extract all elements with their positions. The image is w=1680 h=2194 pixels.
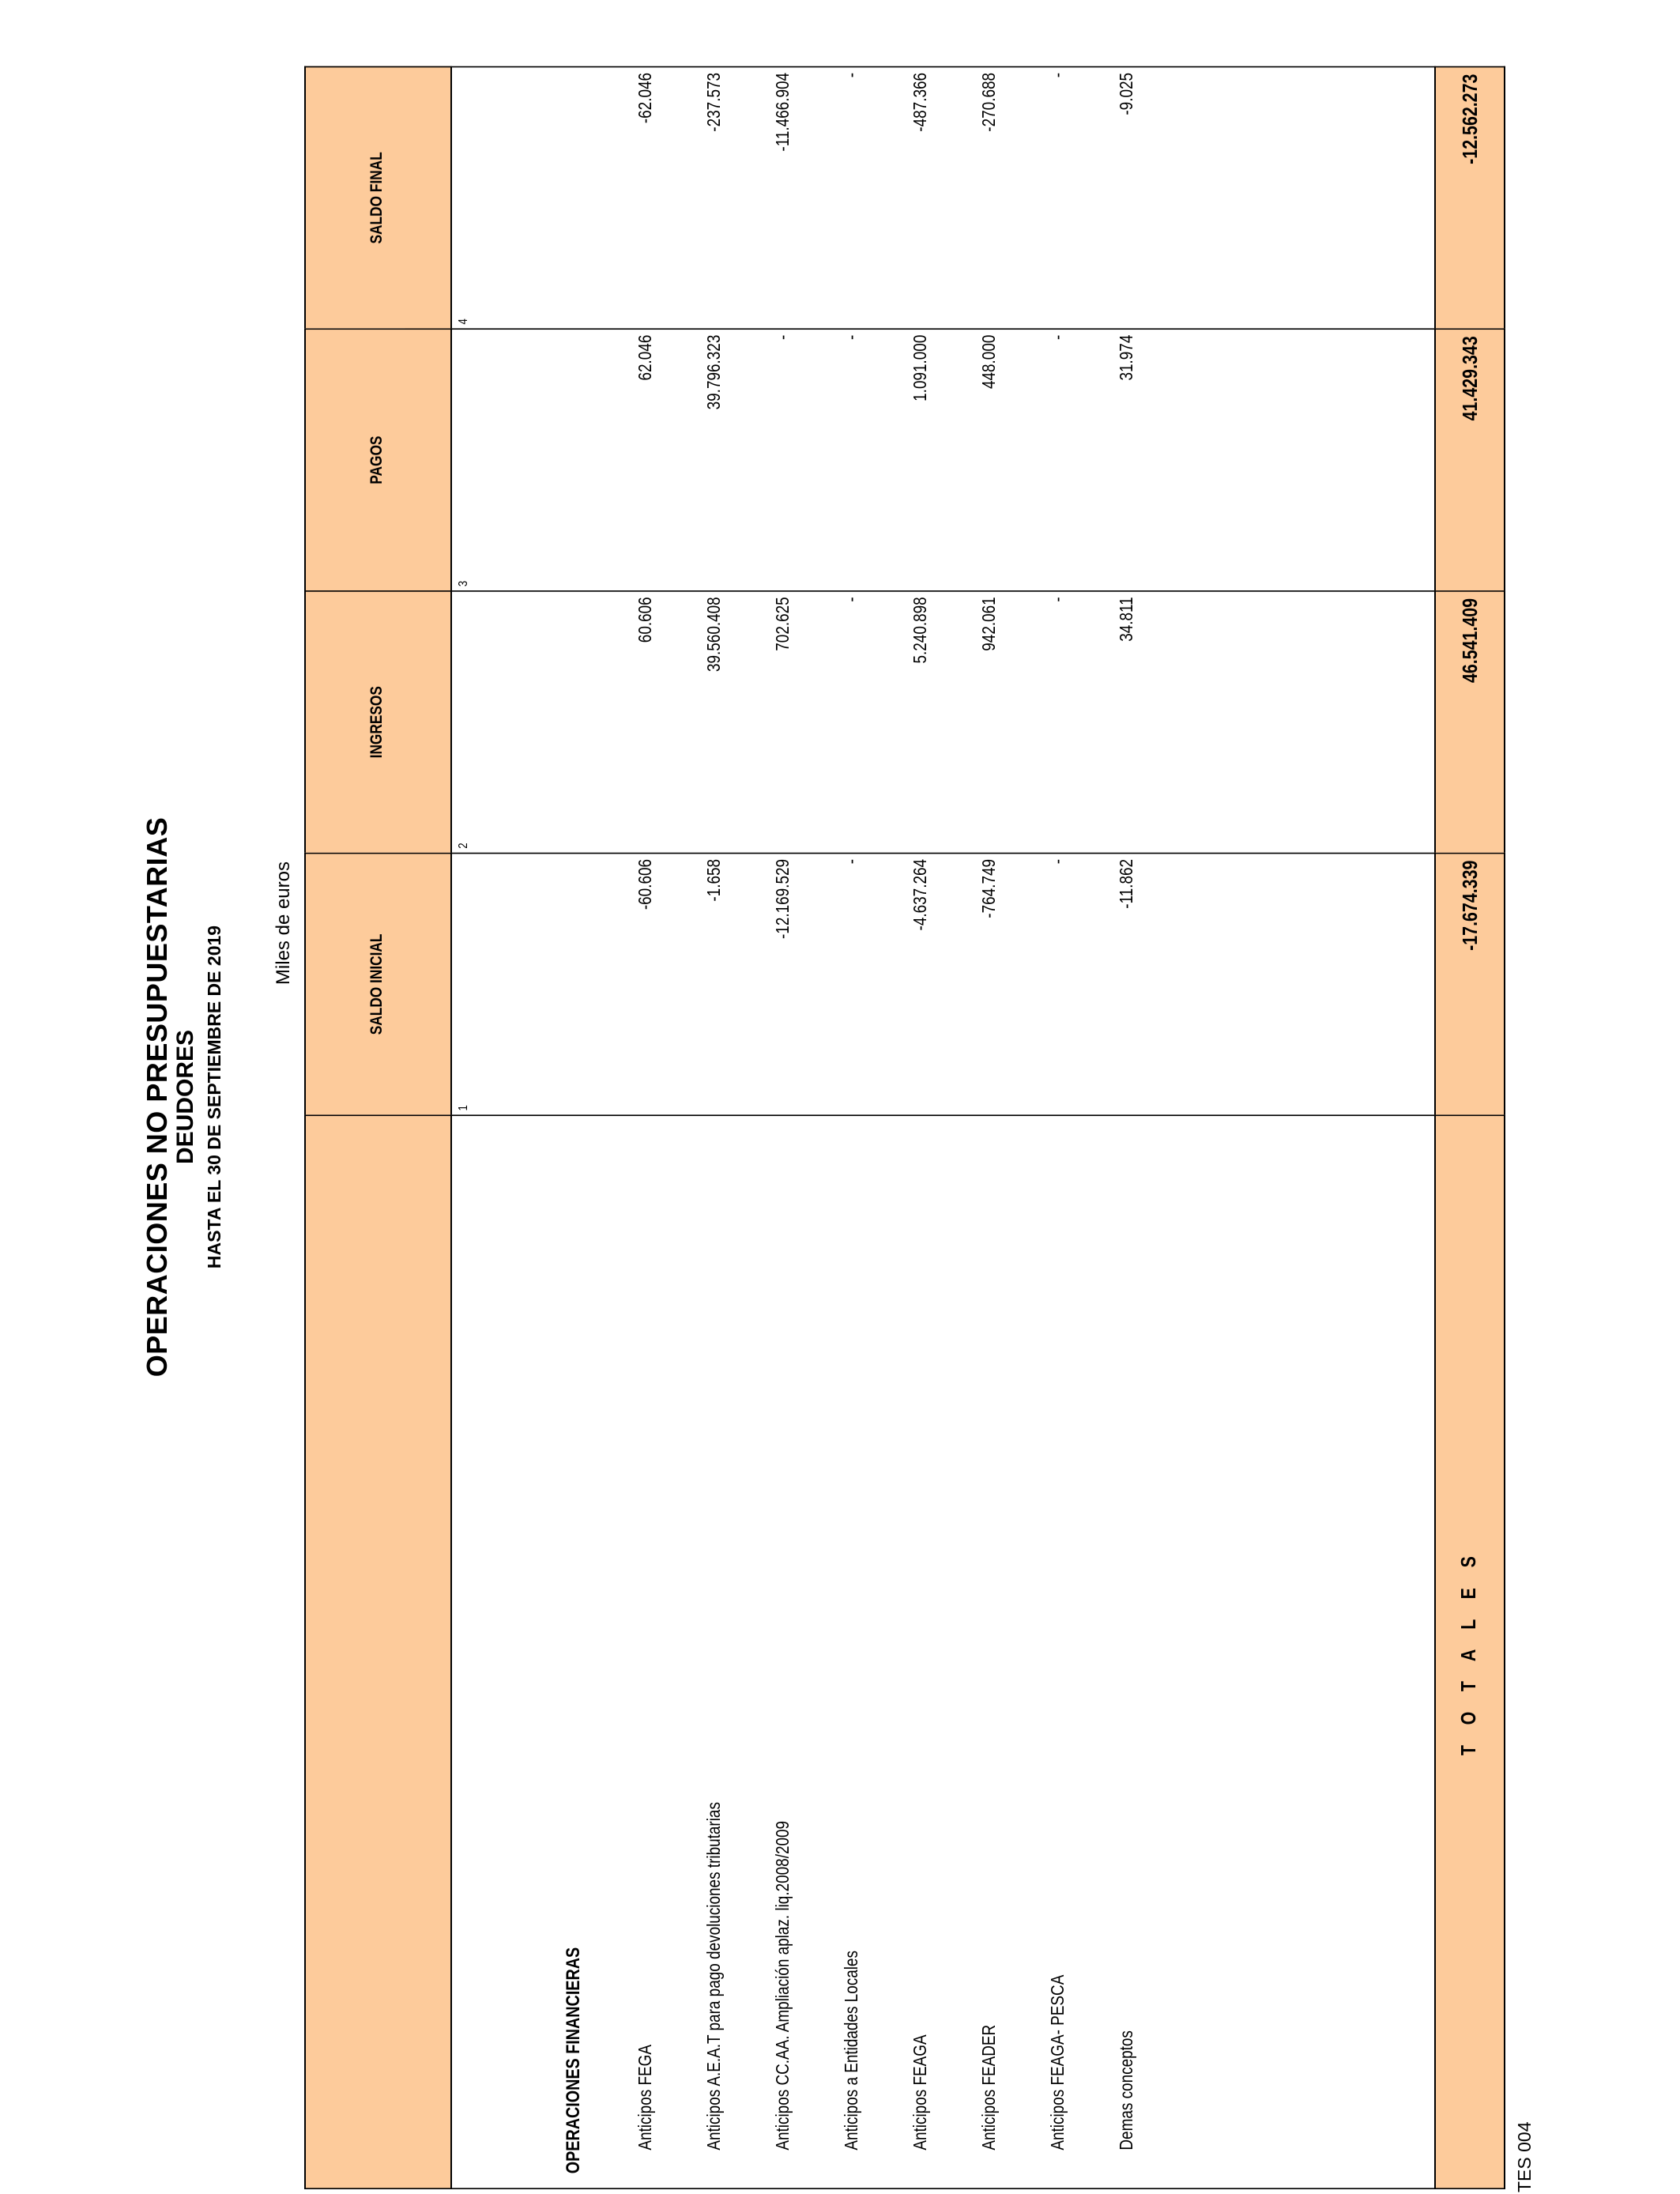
row-value: - <box>1047 858 1068 865</box>
header-label: INGRESOS <box>367 686 386 759</box>
row-value: -12.169.529 <box>772 858 793 940</box>
row-value: - <box>1047 334 1068 340</box>
row-label: Anticipos FEGA <box>635 2045 655 2151</box>
header-pagos <box>304 328 450 590</box>
column-number: 3 <box>457 580 470 587</box>
row-value: - <box>841 597 861 602</box>
row-value: - <box>841 72 861 78</box>
row-value: 942.061 <box>978 597 999 651</box>
column-number: 2 <box>457 843 470 849</box>
total-value: -17.674.339 <box>1458 860 1482 951</box>
totals-label-cell <box>1434 1114 1505 2189</box>
row-value: -60.606 <box>635 858 655 910</box>
row-label: Anticipos a Entidades Locales <box>841 1951 861 2151</box>
header-concept-cell <box>304 1114 450 2189</box>
column-number: 1 <box>457 1105 470 1111</box>
row-value: 1.091.000 <box>910 334 930 401</box>
row-value: 5.240.898 <box>910 597 930 664</box>
row-value: 39.560.408 <box>703 597 724 673</box>
row-value: -62.046 <box>635 72 655 124</box>
row-value: -4.637.264 <box>910 858 930 931</box>
total-saldo-final <box>1434 66 1505 329</box>
total-pagos <box>1434 328 1505 590</box>
units-label: Miles de euros <box>273 861 294 986</box>
concept-column <box>450 1114 1434 2189</box>
column-ingresos <box>450 590 1434 853</box>
row-label: Demas conceptos <box>1116 2030 1136 2151</box>
row-value: -764.749 <box>978 858 999 918</box>
row-value: - <box>1047 597 1068 602</box>
row-label: Anticipos FEADER <box>978 2024 999 2151</box>
row-value: 448.000 <box>978 334 999 390</box>
row-value: 31.974 <box>1116 334 1136 381</box>
total-saldo-inicial <box>1434 853 1505 1115</box>
row-value: -11.862 <box>1116 858 1136 909</box>
row-label: Anticipos CC.AA. Ampliación aplaz. liq.2008/2009 <box>772 1820 793 2151</box>
totals-label: T O T A L E S <box>1456 1548 1480 1756</box>
report-title: OPERACIONES NO PRESUPUESTARIAS <box>141 816 173 1378</box>
total-value: 41.429.343 <box>1458 336 1482 421</box>
header-saldo-inicial <box>304 853 450 1115</box>
row-value: -237.573 <box>703 72 724 132</box>
row-value: -270.688 <box>978 72 999 132</box>
row-label: Anticipos FEAGA- PESCA <box>1047 1974 1068 2151</box>
row-label: Anticipos A.E.A.T para pago devoluciones tributarias <box>703 1802 724 2151</box>
row-value: 39.796.323 <box>703 334 724 410</box>
row-value: -1.658 <box>703 858 724 902</box>
row-value: -11.466.904 <box>772 72 793 152</box>
row-value: - <box>772 334 793 340</box>
column-number: 4 <box>457 319 470 325</box>
row-value: -9.025 <box>1116 72 1136 115</box>
column-saldo-inicial <box>450 853 1434 1115</box>
row-value: 702.625 <box>772 597 793 651</box>
total-ingresos <box>1434 590 1505 853</box>
total-value: -12.562.273 <box>1458 74 1482 164</box>
row-value: - <box>1047 72 1068 78</box>
report-period: HASTA EL 30 DE SEPTIEMBRE DE 2019 <box>204 925 224 1269</box>
header-label: SALDO INICIAL <box>367 933 386 1035</box>
row-value: - <box>841 334 861 340</box>
report-code: TES 004 <box>1514 2121 1535 2192</box>
header-label: SALDO FINAL <box>367 152 386 244</box>
header-label: PAGOS <box>367 435 386 484</box>
column-pagos <box>450 328 1434 590</box>
row-value: 60.606 <box>635 597 655 643</box>
row-value: - <box>841 858 861 865</box>
data-table <box>304 72 1513 2189</box>
row-label: Anticipos FEAGA <box>910 2034 930 2151</box>
row-value: -487.366 <box>910 72 930 132</box>
report-subtitle: DEUDORES <box>172 1029 198 1165</box>
row-value: 62.046 <box>635 334 655 381</box>
section-label: OPERACIONES FINANCIERAS <box>563 1947 584 2174</box>
header-ingresos <box>304 590 450 853</box>
header-saldo-final <box>304 66 450 329</box>
total-value: 46.541.409 <box>1458 598 1482 684</box>
row-value: 34.811 <box>1116 597 1136 642</box>
column-saldo-final <box>450 66 1434 329</box>
